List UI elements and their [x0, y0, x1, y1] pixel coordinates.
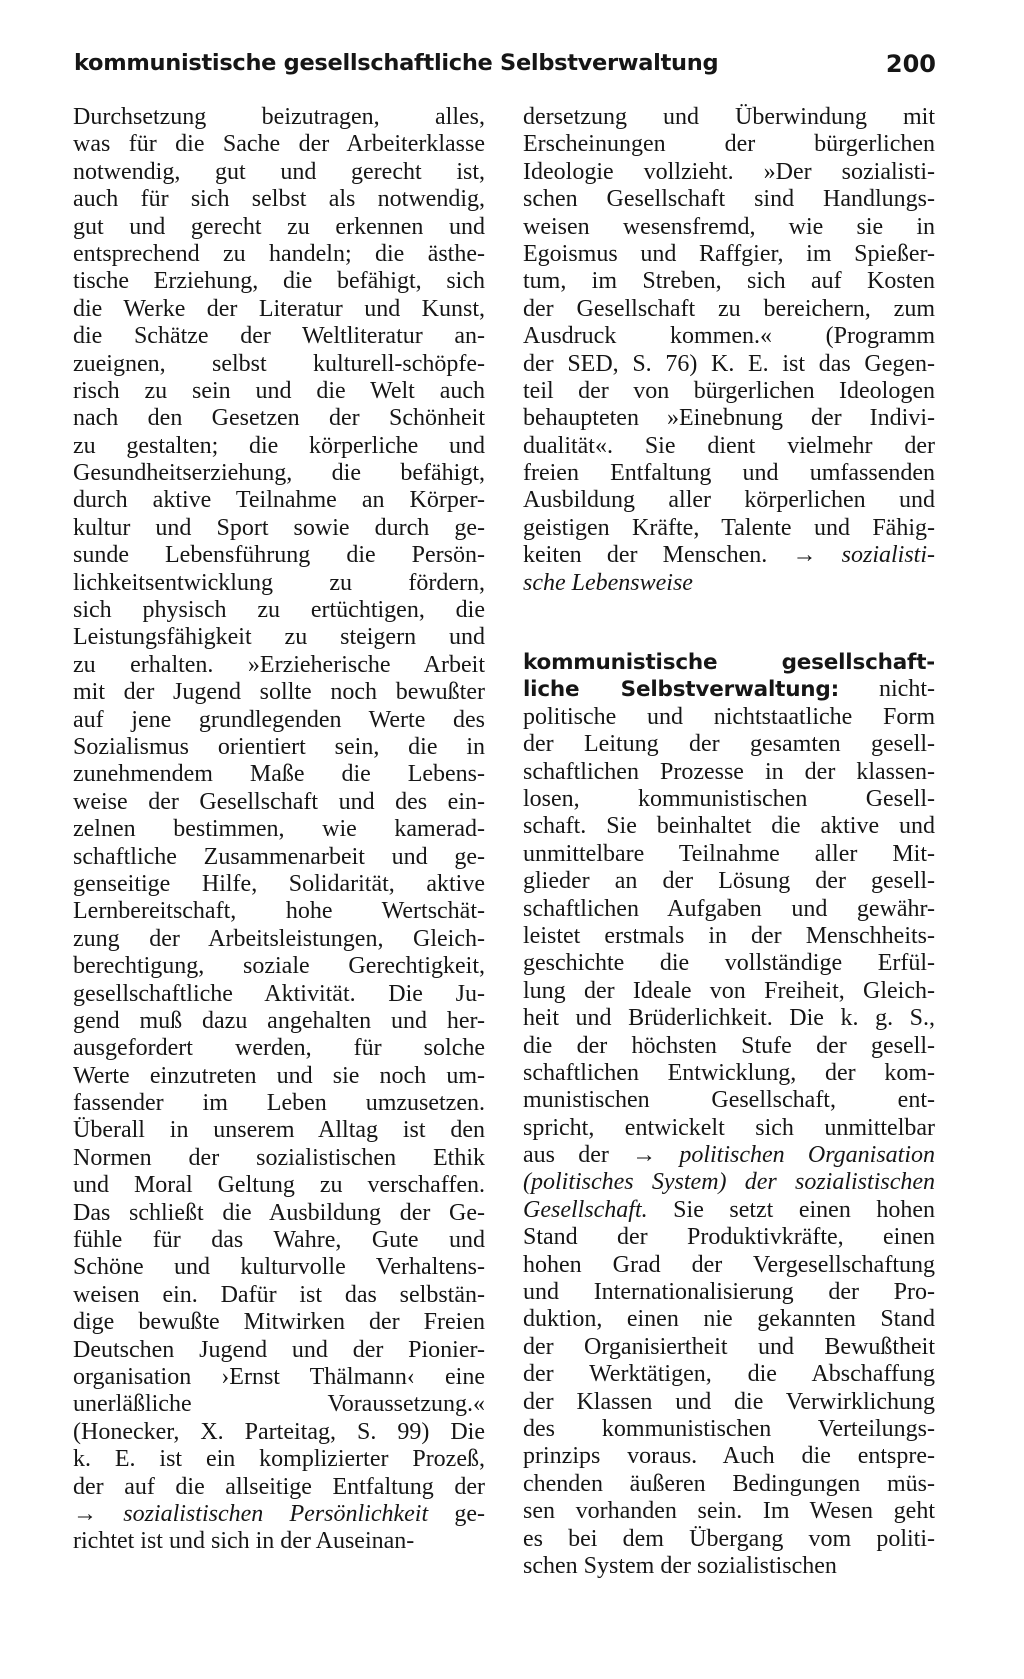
text-line: der auf die allseitige Entfaltung der [73, 1473, 485, 1500]
text-line: der Leitung der gesamten gesell- [523, 731, 935, 758]
text-line: auf jene grundlegenden Werte des [73, 706, 485, 733]
text-line: schen System der sozialistischen [523, 1552, 837, 1579]
entry-term: liche Selbstverwaltung: [523, 677, 839, 703]
text-line: Schöne und kulturvolle Verhaltens- [73, 1254, 485, 1281]
text-line: tum, im Streben, sich auf Kosten [523, 268, 935, 295]
right-column-lines [523, 1224, 935, 1580]
text-line: Leistungsfähigkeit zu steigern und [73, 624, 485, 651]
text-line: der Gesellschaft zu bereichern, zum [523, 295, 935, 322]
text-line: Normen der sozialistischen Ethik [73, 1144, 485, 1171]
entry-term: kommunistische gesellschaft- [523, 650, 935, 676]
text-line: spricht, entwickelt sich unmittelbar [523, 1114, 935, 1141]
text-fragment: nicht- [879, 676, 935, 703]
text-line: glieder an der Lösung der gesell- [523, 868, 935, 895]
text-line: Erscheinungen der bürgerlichen [523, 131, 935, 158]
text-line: es bei dem Übergang vom politi- [523, 1525, 935, 1552]
text-line: die der höchsten Stufe der gesell- [523, 1032, 935, 1059]
text-line: und Moral Geltung zu verschaffen. [73, 1172, 485, 1199]
text-line: des kommunistischen Verteilungs- [523, 1415, 935, 1442]
text-fragment: Sie setzt einen hohen [673, 1196, 936, 1223]
text-line: schaft. Sie beinhaltet die aktive und [523, 813, 935, 840]
text-line: Gesundheitserziehung, die befähigt, [73, 460, 485, 487]
text-line: berechtigung, soziale Gerechtigkeit, [73, 953, 485, 980]
text-line: ausgefordert werden, für solche [73, 1035, 485, 1062]
text-line: dige bewußte Mitwirken der Freien [73, 1309, 485, 1336]
text-line: der Werktätigen, die Abschaffung [523, 1361, 935, 1388]
right-column-lines [523, 704, 935, 1142]
text-line: teil der von bürgerlichen Ideologen [523, 377, 935, 404]
text-line: unmittelbare Teilnahme aller Mit- [523, 840, 935, 867]
text-line: schaftlichen Prozesse in der klassen- [523, 758, 935, 785]
text-line: zu gestalten; die körperliche und [73, 432, 485, 459]
text-line: politische und nichtstaatliche Form [523, 703, 935, 730]
text-line: schaftlichen Entwicklung, der kom- [523, 1059, 935, 1086]
cross-reference-line [523, 542, 935, 569]
cross-reference-link[interactable]: (politisches System) der sozialistischen [523, 1169, 935, 1196]
text-line: fühle für das Wahre, Gute und [73, 1227, 485, 1254]
text-line: lichkeitsentwicklung zu fördern, [73, 569, 485, 596]
text-line: gend muß dazu angehalten und her- [73, 1007, 485, 1034]
cross-reference-line [523, 1197, 935, 1224]
text-line: weisen ein. Dafür ist das selbstän- [73, 1281, 485, 1308]
page-header [74, 50, 936, 90]
text-line: Ideologie vollzieht. »Der sozialisti- [523, 158, 935, 185]
text-line: mit der Jugend sollte noch bewußter [73, 679, 485, 706]
text-line: gut und gerecht zu erkennen und [73, 213, 485, 240]
text-line: (Honecker, X. Parteitag, S. 99) Die [73, 1418, 485, 1445]
left-column-lines [73, 104, 485, 1501]
text-line: Egoismus und Raffgier, im Spießer- [523, 240, 935, 267]
text-line: geschichte die vollständige Erfül- [523, 950, 935, 977]
text-line: Lernbereitschaft, hohe Wertschät- [73, 898, 485, 925]
text-fragment: keiten der Menschen. [523, 542, 768, 569]
text-line: kultur und Sport sowie durch ge- [73, 514, 485, 541]
cross-reference-line [523, 1169, 935, 1196]
text-line: k. E. ist ein komplizierter Prozeß, [73, 1446, 485, 1473]
text-line: leistet erstmals in der Menschheits- [523, 922, 935, 949]
text-line: genseitige Hilfe, Solidarität, aktive [73, 870, 485, 897]
right-column-lines [523, 104, 935, 542]
text-line: der Klassen und die Verwirklichung [523, 1388, 935, 1415]
text-line: nach den Gesetzen der Schönheit [73, 405, 485, 432]
cross-reference-link[interactable]: politischen Organisation [679, 1142, 936, 1169]
text-line: auch für sich selbst als notwendig, [73, 186, 485, 213]
text-line: schaftliche Zusammenarbeit und ge- [73, 843, 485, 870]
text-line: sen vorhanden sein. Im Wesen geht [523, 1498, 935, 1525]
entry-heading-line [523, 649, 935, 676]
text-line: gesellschaftliche Aktivität. Die Ju- [73, 980, 485, 1007]
text-line: risch zu sein und die Welt auch [73, 377, 485, 404]
text-line: Ausbildung aller körperlichen und [523, 487, 935, 514]
cross-reference-link[interactable]: Gesellschaft. [523, 1196, 648, 1223]
text-line: hohen Grad der Vergesellschaftung [523, 1251, 935, 1278]
text-line: weise der Gesellschaft und des ein- [73, 788, 485, 815]
text-line: der SED, S. 76) K. E. ist das Gegen- [523, 350, 935, 377]
cross-reference-link[interactable]: sozialisti- [841, 542, 936, 569]
text-line: prinzips voraus. Auch die entspre- [523, 1443, 935, 1470]
text-line: weisen wesensfremd, wie sie in [523, 213, 935, 240]
text-line: zueignen, selbst kulturell-schöpfe- [73, 350, 485, 377]
text-line: freien Entfaltung und umfassenden [523, 460, 935, 487]
text-fragment: ge- [454, 1500, 486, 1527]
text-line: duktion, einen nie gekannten Stand [523, 1306, 935, 1333]
cross-reference-line [73, 1501, 485, 1528]
text-line: die Werke der Literatur und Kunst, [73, 295, 485, 322]
text-line: munistischen Gesellschaft, ent- [523, 1087, 935, 1114]
page-number: 200 [885, 50, 936, 78]
text-line: zu erhalten. »Erzieherische Arbeit [73, 651, 485, 678]
text-line: organisation ›Ernst Thälmann‹ eine [73, 1363, 485, 1390]
text-line: geistigen Kräfte, Talente und Fähig- [523, 514, 935, 541]
text-line: sich physisch zu ertüchtigen, die [73, 597, 485, 624]
text-line: dersetzung und Überwindung mit [523, 104, 935, 130]
text-line: notwendig, gut und gerecht ist, [73, 158, 485, 185]
text-line: der Organisiertheit und Bewußtheit [523, 1333, 935, 1360]
running-head: kommunistische gesellschaftliche Selbstverwaltung [74, 50, 719, 76]
cross-reference-line [523, 1142, 935, 1169]
text-line: entsprechend zu handeln; die ästhe- [73, 240, 485, 267]
text-line: die Schätze der Weltliteratur an- [73, 323, 485, 350]
right-column [523, 104, 935, 1580]
text-line: Überall in unserem Alltag ist den [73, 1117, 485, 1144]
text-line: schaftlichen Aufgaben und gewähr- [523, 895, 935, 922]
text-line: fassender im Leben umzusetzen. [73, 1090, 485, 1117]
arrow-icon: → [73, 1500, 97, 1527]
text-line: und Internationalisierung der Pro- [523, 1279, 935, 1306]
text-line: dualität«. Sie dient vielmehr der [523, 432, 935, 459]
arrow-icon: → [792, 542, 817, 569]
text-line: chenden äußeren Bedingungen müs- [523, 1470, 935, 1497]
text-line: Durchsetzung beizutragen, alles, [73, 104, 485, 130]
text-line: zunehmendem Maße die Lebens- [73, 761, 485, 788]
text-line: richtet ist und sich in der Auseinan- [73, 1528, 415, 1555]
cross-reference-link[interactable]: sozialistischen Persönlichkeit [123, 1500, 429, 1527]
text-line: behaupteten »Einebnung der Indivi- [523, 405, 935, 432]
text-fragment: aus der [523, 1142, 609, 1169]
entry-spacer [523, 597, 935, 649]
text-line: was für die Sache der Arbeiterklasse [73, 131, 485, 158]
text-line: Ausdruck kommen.« (Programm [523, 323, 935, 350]
text-line: sunde Lebensführung die Persön- [73, 542, 485, 569]
cross-reference-line [523, 570, 935, 597]
text-line: heit und Brüderlichkeit. Die k. g. S., [523, 1005, 935, 1032]
text-line: durch aktive Teilnahme an Körper- [73, 487, 485, 514]
arrow-icon: → [632, 1142, 657, 1169]
left-column [73, 104, 485, 1556]
text-line: unerläßliche Voraussetzung.« [73, 1391, 485, 1418]
text-line: Deutschen Jugend und der Pionier- [73, 1336, 485, 1363]
text-line: Stand der Produktivkräfte, einen [523, 1224, 935, 1251]
text-line: zelnen bestimmen, wie kamerad- [73, 816, 485, 843]
text-line: schen Gesellschaft sind Handlungs- [523, 186, 935, 213]
text-line: Das schließt die Ausbildung der Ge- [73, 1199, 485, 1226]
text-line: Werte einzutreten und sie noch um- [73, 1062, 485, 1089]
cross-reference-link[interactable]: sche Lebensweise [523, 569, 693, 596]
text-line: tische Erziehung, die befähigt, sich [73, 268, 485, 295]
text-line: Sozialismus orientiert sein, die in [73, 733, 485, 760]
text-line: losen, kommunistischen Gesell- [523, 785, 935, 812]
entry-heading-line [523, 676, 935, 703]
text-line: zung der Arbeitsleistungen, Gleich- [73, 925, 485, 952]
text-line: lung der Ideale von Freiheit, Gleich- [523, 977, 935, 1004]
